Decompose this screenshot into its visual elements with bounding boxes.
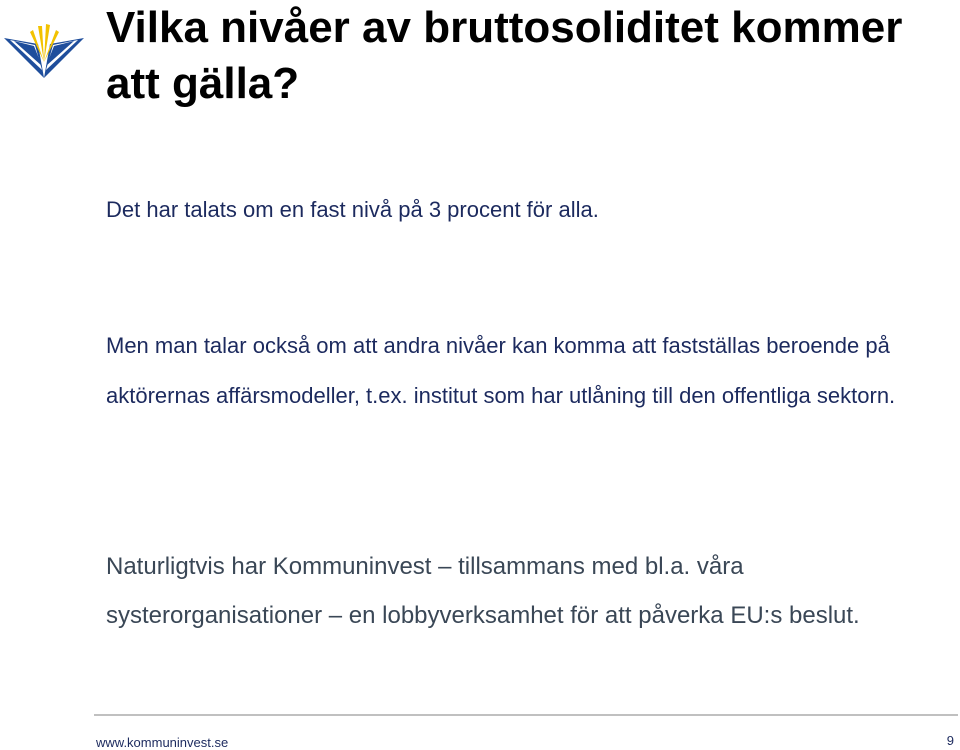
page-number: 9 <box>946 733 954 748</box>
slide-title: Vilka nivåer av bruttosoliditet kommer att gälla? <box>106 3 903 108</box>
footer-divider <box>94 714 958 716</box>
footer-url: www.kommuninvest.se <box>96 735 229 750</box>
paragraph-other-levels: Men man talar också om att andra nivåer kan komma att fastställas beroende på aktörernas affärsmodeller, t.ex. institut som har utlåning till den offentliga sektorn. <box>106 333 896 408</box>
paragraph-lobbying: Naturligtvis har Kommuninvest – tillsammans med bl.a. våra systerorganisationer – en lobbyverksamhet för att påverka EU:s beslut. <box>106 553 860 629</box>
paragraph-fixed-level: Det har talats om en fast nivå på 3 procent för alla. <box>106 197 599 222</box>
kommuninvest-logo-icon <box>2 20 86 80</box>
